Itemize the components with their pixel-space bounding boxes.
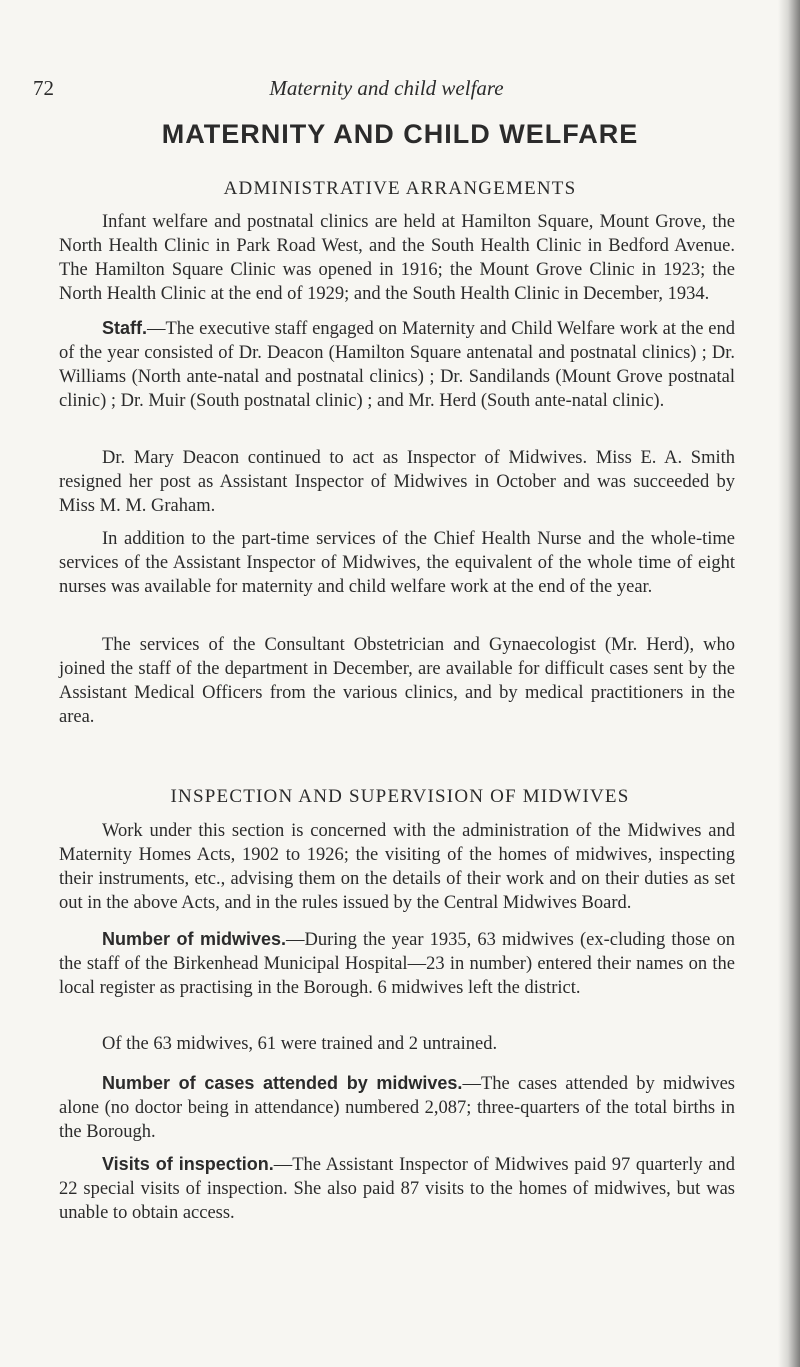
paragraph-cases-attended-text: —The cases attended by midwives alone (no doctor being in attendance) numbered 2,087; three-quarters of the total births in the Borough. — [59, 1074, 735, 1142]
run-in-heading-staff: Staff. — [102, 318, 147, 338]
page-number: 72 — [33, 76, 54, 100]
run-in-heading-number-of-midwives: Number of midwives. — [102, 929, 286, 949]
section-heading-inspection: INSPECTION AND SUPERVISION OF MIDWIVES — [170, 786, 630, 807]
paragraph-number-of-midwives — [59, 927, 735, 1000]
paragraph-work-under-section: Work under this section is concerned with the administration of the Midwives and Maternity Homes Acts, 1902 to 1926; the visiting of the homes of midwives, inspecting their instruments, etc., advising them on the details of their work and on their duties as set out in the above Acts, and in the rules issued by the Central Midwives Board. — [59, 821, 735, 913]
paragraph-nursing-services: In addition to the part-time services of the Chief Health Nurse and the whole-time services of the Assistant Inspector of Midwives, the equivalent of the whole time of eight nurses was available for maternity and child welfare work at the end of the year. — [59, 529, 735, 597]
paragraph-consultant: The services of the Consultant Obstetrician and Gynaecologist (Mr. Herd), who joined the staff of the department in December, are available for difficult cases sent by the Assistant Medical Officers from the various clinics, and by medical practitioners in the area. — [59, 635, 735, 727]
paragraph-inspector: Dr. Mary Deacon continued to act as Inspector of Midwives. Miss E. A. Smith resigned her post as Assistant Inspector of Midwives in October and was succeeded by Miss M. M. Graham. — [59, 448, 735, 516]
paragraph-trained-midwives: Of the 63 midwives, 61 were trained and 2 untrained. — [102, 1034, 498, 1054]
paragraph-number-of-midwives-text: —During the year 1935, 63 midwives (ex-cluding those on the staff of the Birkenhead Municipal Hospital—23 in number) entered their names on the local register as practising in the Borough. 6 midwives left the district. — [59, 930, 735, 998]
page-edge-shadow — [778, 0, 800, 1367]
run-in-heading-cases-attended: Number of cases attended by midwives. — [102, 1073, 463, 1093]
run-in-heading-visits: Visits of inspection. — [102, 1154, 274, 1174]
paragraph-cases-attended — [59, 1071, 735, 1144]
running-head — [33, 76, 740, 102]
paragraph-staff-text: —The executive staff engaged on Maternity and Child Welfare work at the end of the year consisted of Dr. Deacon (Hamilton Square antenatal and postnatal clinics) ; Dr. Williams (North ante-natal and postnatal clinics) ; Dr. Sandilands (Mount Grove postnatal clinic) ; Dr. Muir (South postnatal clinic) ; and Mr. Herd (South ante-natal clinic). — [59, 319, 735, 411]
running-title: Maternity and child welfare — [269, 76, 504, 100]
paragraph-staff — [59, 316, 735, 413]
paragraph-visits-of-inspection — [59, 1152, 735, 1225]
section-heading-administrative: ADMINISTRATIVE ARRANGEMENTS — [223, 178, 577, 199]
paragraph-clinics: Infant welfare and postnatal clinics are held at Hamilton Square, Mount Grove, the North Health Clinic in Park Road West, and the South Health Clinic in Bedford Avenue. The Hamilton Square Clinic was opened in 1916; the Mount Grove Clinic in 1923; the North Health Clinic at the end of 1929; and the South Health Clinic in December, 1934. — [59, 212, 735, 304]
paragraph-visits-text: —The Assistant Inspector of Midwives paid 97 quarterly and 22 special visits of inspection. She also paid 87 visits to the homes of midwives, but was unable to obtain access. — [59, 1155, 735, 1223]
page-title: MATERNITY AND CHILD WELFARE — [161, 119, 639, 149]
